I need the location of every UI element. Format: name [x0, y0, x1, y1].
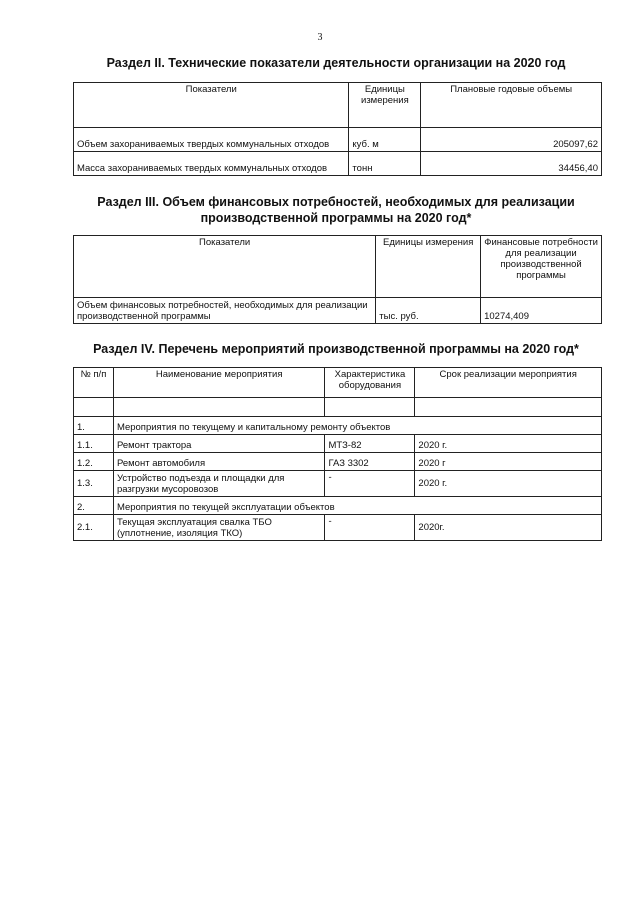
section2-row1-indicator: Объем захораниваемых твердых коммунальных отходов	[74, 128, 349, 152]
section4-header-row	[74, 368, 602, 398]
section4-header-equipment: Характеристика оборудования	[325, 368, 415, 398]
section3-row1-value: 10274,409	[481, 298, 602, 324]
section3-header-indicators: Показатели	[74, 236, 376, 298]
row-2-1-deadline: 2020г.	[415, 515, 602, 541]
row-2-1-name: Текущая эксплуатация свалка ТБО (уплотнение, изоляция ТКО)	[113, 515, 325, 541]
row-1-2-name: Ремонт автомобиля	[113, 453, 325, 471]
section2-table	[73, 82, 602, 176]
section3-title-line2: производственной программы на 2020 год*	[200, 211, 472, 225]
section3-header-units: Единицы измерения	[376, 236, 481, 298]
group2-num: 2.	[74, 497, 114, 515]
row-1-3-name: Устройство подъезда и площадки для разгрузки мусоровозов	[113, 471, 325, 497]
section2-row2-value: 34456,40	[421, 152, 602, 176]
section2-header-indicators: Показатели	[74, 83, 349, 128]
table-row	[74, 298, 602, 324]
section4-header-deadline: Срок реализации мероприятия	[415, 368, 602, 398]
group2-name: Мероприятия по текущей эксплуатации объектов	[113, 497, 601, 515]
section3-row1-unit: тыс. руб.	[376, 298, 481, 324]
section2-row2-unit: тонн	[349, 152, 421, 176]
row-1-1-equipment: МТЗ-82	[325, 435, 415, 453]
group1-name: Мероприятия по текущему и капитальному ремонту объектов	[113, 417, 601, 435]
row-1-1-deadline: 2020 г.	[415, 435, 602, 453]
table-row	[74, 497, 602, 515]
row-1-2-equipment: ГАЗ 3302	[325, 453, 415, 471]
row-1-3-num: 1.3.	[74, 471, 114, 497]
row-1-3-equipment: -	[325, 471, 415, 497]
row-1-3-deadline: 2020 г.	[415, 471, 602, 497]
section2-header-row	[74, 83, 602, 128]
section4-header-name: Наименование мероприятия	[113, 368, 325, 398]
row-2-1-num: 2.1.	[74, 515, 114, 541]
section4-header-num: № п/п	[74, 368, 114, 398]
table-row	[74, 515, 602, 541]
section2-header-units: Единицы измерения	[349, 83, 421, 128]
section2-title: Раздел II. Технические показатели деятельности организации на 2020 год	[106, 56, 566, 70]
section3-table	[73, 235, 602, 324]
table-row	[74, 417, 602, 435]
section3-title-line1: Раздел III. Объем финансовых потребностей, необходимых для реализации	[97, 195, 575, 209]
section2-row2-indicator: Масса захораниваемых твердых коммунальных отходов	[74, 152, 349, 176]
group1-num: 1.	[74, 417, 114, 435]
row-1-1-num: 1.1.	[74, 435, 114, 453]
section3-title	[70, 194, 602, 226]
section3-row1-indicator: Объем финансовых потребностей, необходимых для реализации производственной программы	[74, 298, 376, 324]
row-2-1-equipment: -	[325, 515, 415, 541]
table-row	[74, 471, 602, 497]
row-1-2-num: 1.2.	[74, 453, 114, 471]
section2-header-volumes: Плановые годовые объемы	[421, 83, 602, 128]
table-row	[74, 435, 602, 453]
row-1-2-deadline: 2020 г	[415, 453, 602, 471]
table-row	[74, 152, 602, 176]
page-number: 3	[317, 32, 323, 43]
section4-title: Раздел IV. Перечень мероприятий производственной программы на 2020 год*	[93, 342, 579, 356]
section3-header-row	[74, 236, 602, 298]
section3-header-financial-needs: Финансовые потребности для реализации производственной программы	[481, 236, 602, 298]
row-1-1-name: Ремонт трактора	[113, 435, 325, 453]
table-row	[74, 453, 602, 471]
section2-row1-value: 205097,62	[421, 128, 602, 152]
section4-table	[73, 367, 602, 541]
section4-spacer-row	[74, 398, 602, 417]
section2-row1-unit: куб. м	[349, 128, 421, 152]
table-row	[74, 128, 602, 152]
